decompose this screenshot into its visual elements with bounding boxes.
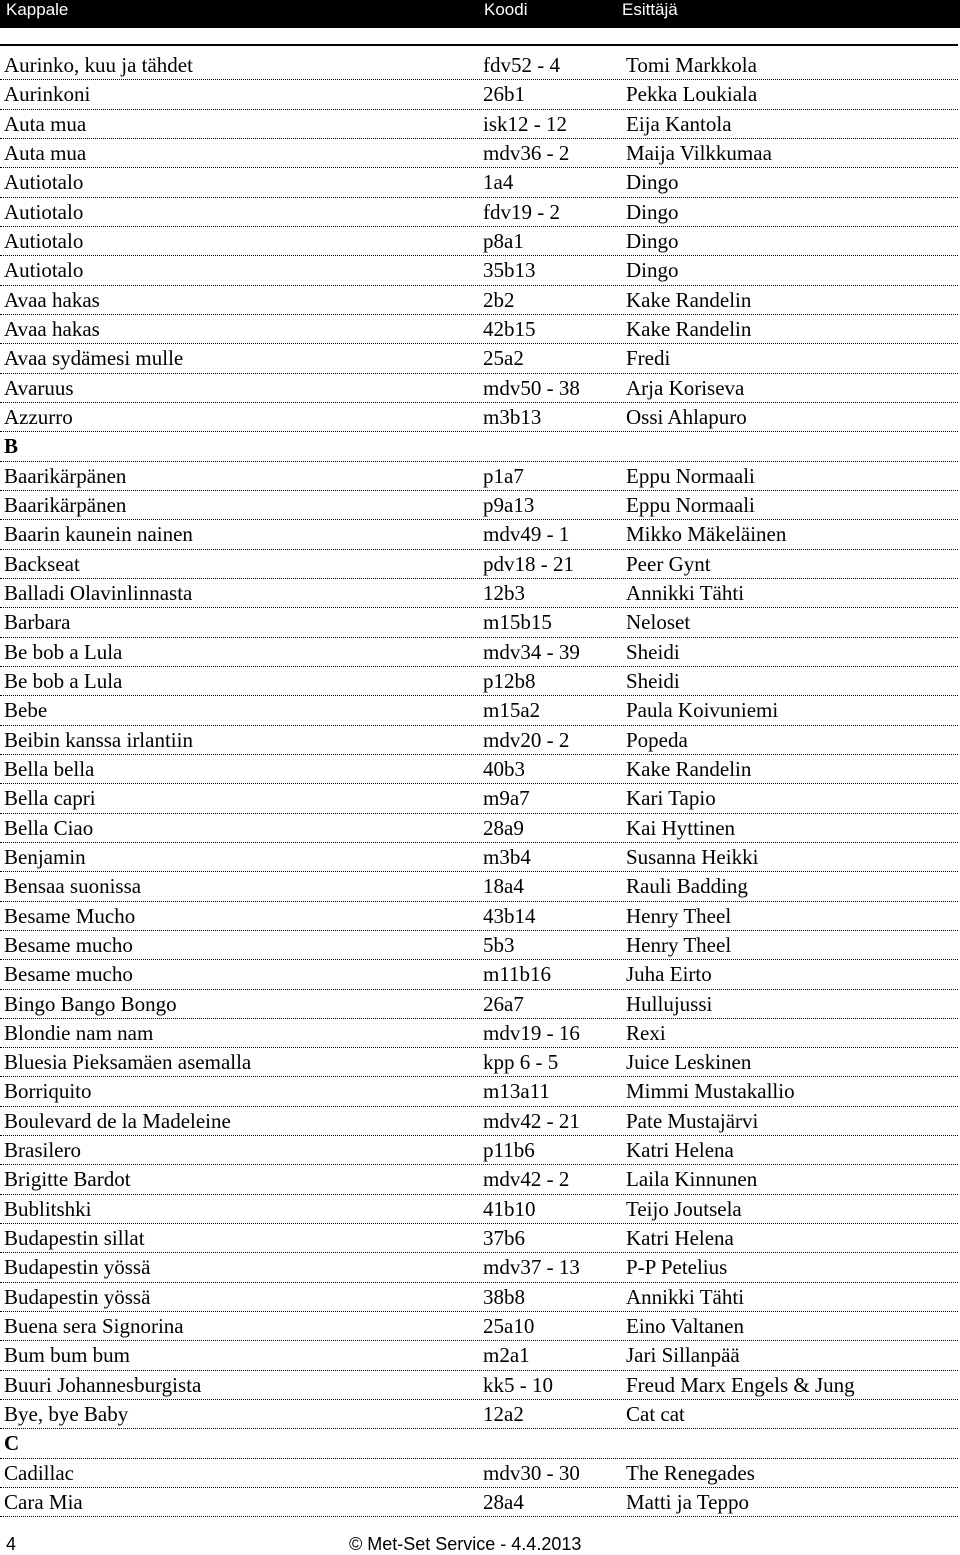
- letter-heading: C: [4, 1431, 20, 1456]
- song-code: 43b14: [483, 903, 536, 928]
- song-code: mdv34 - 39: [483, 639, 580, 664]
- column-header-bar: [0, 0, 960, 28]
- song-title: Bingo Bango Bongo: [4, 991, 177, 1016]
- song-code: 40b3: [483, 756, 525, 781]
- song-artist: Katri Helena: [626, 1226, 734, 1251]
- song-title: Be bob a Lula: [4, 639, 123, 664]
- song-row: [0, 1019, 958, 1048]
- song-row: [0, 667, 958, 696]
- song-row: [0, 755, 958, 784]
- song-artist: Kake Randelin: [626, 756, 752, 781]
- song-code: fdv19 - 2: [483, 199, 560, 224]
- song-artist: Fredi: [626, 346, 671, 371]
- song-title: Budapestin yössä: [4, 1255, 151, 1280]
- song-row: [0, 1400, 958, 1429]
- song-code: mdv37 - 13: [483, 1255, 580, 1280]
- song-row: [0, 1165, 958, 1194]
- song-code: m15b15: [483, 610, 552, 635]
- song-row: [0, 579, 958, 608]
- song-title: Budapestin yössä: [4, 1284, 151, 1309]
- song-code: p12b8: [483, 668, 536, 693]
- song-row: [0, 843, 958, 872]
- song-code: mdv36 - 2: [483, 140, 570, 165]
- song-row: [0, 1077, 958, 1106]
- song-title: Cara Mia: [4, 1490, 83, 1515]
- song-code: mdv19 - 16: [483, 1020, 580, 1045]
- song-title: Balladi Olavinlinnasta: [4, 580, 193, 605]
- song-row: [0, 1195, 958, 1224]
- song-artist: Sheidi: [626, 668, 680, 693]
- song-title: Bella bella: [4, 756, 95, 781]
- song-row: [0, 1048, 958, 1077]
- song-artist: Katri Helena: [626, 1138, 734, 1163]
- song-code: mdv20 - 2: [483, 727, 570, 752]
- page-footer: [0, 1533, 960, 1555]
- song-code: mdv42 - 2: [483, 1167, 570, 1192]
- song-row: [0, 726, 958, 755]
- song-code: mdv50 - 38: [483, 375, 580, 400]
- song-title: Bella capri: [4, 786, 96, 811]
- column-header-code: Koodi: [484, 0, 528, 19]
- song-row: [0, 520, 958, 549]
- song-artist: Cat cat: [626, 1402, 685, 1427]
- song-artist: Pate Mustajärvi: [626, 1108, 759, 1133]
- song-code: m2a1: [483, 1343, 530, 1368]
- song-title: Baarikärpänen: [4, 492, 127, 517]
- song-title: Bensaa suonissa: [4, 874, 142, 899]
- song-title: Brigitte Bardot: [4, 1167, 131, 1192]
- song-title: Brasilero: [4, 1138, 81, 1163]
- song-artist: Sheidi: [626, 639, 680, 664]
- song-row: [0, 198, 958, 227]
- song-row: [0, 550, 958, 579]
- column-header-song: Kappale: [6, 0, 69, 19]
- song-title: Bebe: [4, 698, 48, 723]
- song-code: m11b16: [483, 962, 552, 987]
- song-code: 12a2: [483, 1402, 524, 1427]
- song-row: [0, 1253, 958, 1282]
- song-code: 38b8: [483, 1284, 525, 1309]
- song-title: Buuri Johannesburgista: [4, 1372, 202, 1397]
- song-title: Bluesia Pieksamäen asemalla: [4, 1050, 252, 1075]
- song-artist: Kai Hyttinen: [626, 815, 736, 840]
- song-row: [0, 902, 958, 931]
- song-code: p11b6: [483, 1138, 535, 1163]
- song-title: Autiotalo: [4, 170, 84, 195]
- song-title: Azzurro: [4, 404, 73, 429]
- song-code: 1a4: [483, 170, 514, 195]
- song-code: 25a10: [483, 1314, 535, 1339]
- letter-heading: B: [4, 434, 19, 459]
- song-artist: Peer Gynt: [626, 551, 711, 576]
- song-artist: Rexi: [626, 1020, 666, 1045]
- song-artist: Annikki Tähti: [626, 580, 745, 605]
- song-row: [0, 286, 958, 315]
- header-divider: [0, 44, 958, 46]
- song-title: Aurinkoni: [4, 82, 91, 107]
- song-code: 25a2: [483, 346, 524, 371]
- song-code: m15a2: [483, 698, 541, 723]
- song-title: Autiotalo: [4, 258, 84, 283]
- song-artist: P-P Petelius: [626, 1255, 728, 1280]
- song-title: Auta mua: [4, 140, 87, 165]
- song-code: p9a13: [483, 492, 535, 517]
- song-title: Autiotalo: [4, 228, 84, 253]
- song-title: Autiotalo: [4, 199, 84, 224]
- song-row: [0, 227, 958, 256]
- song-code: pdv18 - 21: [483, 551, 574, 576]
- song-artist: Rauli Badding: [626, 874, 748, 899]
- song-code: 41b10: [483, 1196, 536, 1221]
- song-title: Borriquito: [4, 1079, 92, 1104]
- song-row: [0, 403, 958, 432]
- song-title: Cadillac: [4, 1460, 74, 1485]
- song-artist: Neloset: [626, 610, 691, 635]
- song-row: [0, 608, 958, 637]
- song-code: kpp 6 - 5: [483, 1050, 559, 1075]
- song-code: m13a11: [483, 1079, 550, 1104]
- song-artist: Eppu Normaali: [626, 463, 755, 488]
- song-title: Aurinko, kuu ja tähdet: [4, 53, 193, 77]
- song-code: isk12 - 12: [483, 111, 567, 136]
- song-artist: The Renegades: [626, 1460, 755, 1485]
- song-list: [0, 51, 960, 1517]
- song-artist: Matti ja Teppo: [626, 1490, 749, 1515]
- song-artist: Dingo: [626, 170, 679, 195]
- song-code: 26a7: [483, 991, 524, 1016]
- song-row: [0, 139, 958, 168]
- song-artist: Annikki Tähti: [626, 1284, 745, 1309]
- song-artist: Ossi Ahlapuro: [626, 404, 747, 429]
- song-code: m9a7: [483, 786, 530, 811]
- song-title: Auta mua: [4, 111, 87, 136]
- song-title: Avaruus: [4, 375, 74, 400]
- song-artist: Kake Randelin: [626, 316, 752, 341]
- song-row: [0, 696, 958, 725]
- song-code: 2b2: [483, 287, 515, 312]
- song-title: Besame Mucho: [4, 903, 136, 928]
- song-row: [0, 110, 958, 139]
- song-title: Blondie nam nam: [4, 1020, 154, 1045]
- song-row: [0, 315, 958, 344]
- song-artist: Dingo: [626, 199, 679, 224]
- song-code: mdv30 - 30: [483, 1460, 580, 1485]
- song-row: [0, 374, 958, 403]
- song-row: [0, 344, 958, 373]
- song-row: [0, 256, 958, 285]
- song-title: Avaa hakas: [4, 287, 100, 312]
- song-title: Baarin kaunein nainen: [4, 522, 193, 547]
- song-code: 12b3: [483, 580, 525, 605]
- song-row: [0, 784, 958, 813]
- song-artist: Teijo Joutsela: [626, 1196, 742, 1221]
- song-title: Bublitshki: [4, 1196, 92, 1221]
- song-title: Besame mucho: [4, 962, 133, 987]
- song-row: [0, 931, 958, 960]
- song-artist: Eppu Normaali: [626, 492, 755, 517]
- song-code: 26b1: [483, 82, 525, 107]
- song-title: Avaa hakas: [4, 316, 100, 341]
- song-artist: Tomi Markkola: [626, 53, 757, 77]
- song-title: Avaa sydämesi mulle: [4, 346, 184, 371]
- song-code: p8a1: [483, 228, 524, 253]
- song-row: [0, 1312, 958, 1341]
- song-code: fdv52 - 4: [483, 53, 560, 77]
- song-row: [0, 1283, 958, 1312]
- song-row: [0, 872, 958, 901]
- song-title: Budapestin sillat: [4, 1226, 145, 1251]
- letter-heading-row: [0, 1429, 958, 1458]
- song-row: [0, 1136, 958, 1165]
- song-artist: Dingo: [626, 258, 679, 283]
- song-artist: Freud Marx Engels & Jung: [626, 1372, 855, 1397]
- song-code: 5b3: [483, 932, 515, 957]
- song-row: [0, 814, 958, 843]
- song-artist: Dingo: [626, 228, 679, 253]
- song-title: Bye, bye Baby: [4, 1402, 129, 1427]
- song-artist: Mimmi Mustakallio: [626, 1079, 795, 1104]
- song-artist: Hullujussi: [626, 991, 713, 1016]
- song-title: Boulevard de la Madeleine: [4, 1108, 231, 1133]
- song-title: Bum bum bum: [4, 1343, 131, 1368]
- song-artist: Eino Valtanen: [626, 1314, 745, 1339]
- song-row: [0, 638, 958, 667]
- song-code: 28a9: [483, 815, 524, 840]
- song-artist: Arja Koriseva: [626, 375, 745, 400]
- song-title: Benjamin: [4, 844, 86, 869]
- song-artist: Mikko Mäkeläinen: [626, 522, 787, 547]
- song-code: p1a7: [483, 463, 524, 488]
- song-row: [0, 1224, 958, 1253]
- song-code: kk5 - 10: [483, 1372, 553, 1397]
- song-row: [0, 960, 958, 989]
- page-number: 4: [6, 1534, 17, 1554]
- song-row: [0, 1371, 958, 1400]
- song-title: Bella Ciao: [4, 815, 94, 840]
- song-code: 18a4: [483, 874, 524, 899]
- song-row: [0, 491, 958, 520]
- song-artist: Laila Kinnunen: [626, 1167, 758, 1192]
- song-artist: Juice Leskinen: [626, 1050, 752, 1075]
- song-row: [0, 1459, 958, 1488]
- song-row: [0, 80, 958, 109]
- song-row: [0, 168, 958, 197]
- copyright-notice: © Met-Set Service - 4.4.2013: [349, 1534, 582, 1554]
- song-title: Besame mucho: [4, 932, 133, 957]
- song-title: Backseat: [4, 551, 80, 576]
- song-artist: Eija Kantola: [626, 111, 732, 136]
- song-artist: Juha Eirto: [626, 962, 712, 987]
- song-artist: Paula Koivuniemi: [626, 698, 779, 723]
- song-code: 28a4: [483, 1490, 524, 1515]
- song-row: [0, 1488, 958, 1517]
- song-code: m3b13: [483, 404, 542, 429]
- letter-heading-row: [0, 432, 958, 461]
- song-artist: Maija Vilkkumaa: [626, 140, 772, 165]
- song-artist: Pekka Loukiala: [626, 82, 758, 107]
- song-title: Buena sera Signorina: [4, 1314, 184, 1339]
- song-row: [0, 1341, 958, 1370]
- song-title: Be bob a Lula: [4, 668, 123, 693]
- song-artist: Henry Theel: [626, 903, 732, 928]
- song-code: m3b4: [483, 844, 531, 869]
- column-header-artist: Esittäjä: [622, 0, 678, 19]
- song-code: mdv42 - 21: [483, 1108, 580, 1133]
- song-row: [0, 51, 958, 80]
- song-title: Barbara: [4, 610, 71, 635]
- song-code: 35b13: [483, 258, 536, 283]
- song-artist: Kake Randelin: [626, 287, 752, 312]
- song-artist: Susanna Heikki: [626, 844, 759, 869]
- song-title: Baarikärpänen: [4, 463, 127, 488]
- song-code: 37b6: [483, 1226, 525, 1251]
- song-artist: Kari Tapio: [626, 786, 716, 811]
- song-code: 42b15: [483, 316, 536, 341]
- song-row: [0, 462, 958, 491]
- song-artist: Popeda: [626, 727, 688, 752]
- song-title: Beibin kanssa irlantiin: [4, 727, 193, 752]
- song-artist: Henry Theel: [626, 932, 732, 957]
- song-row: [0, 1107, 958, 1136]
- song-artist: Jari Sillanpää: [626, 1343, 740, 1368]
- song-code: mdv49 - 1: [483, 522, 570, 547]
- song-row: [0, 990, 958, 1019]
